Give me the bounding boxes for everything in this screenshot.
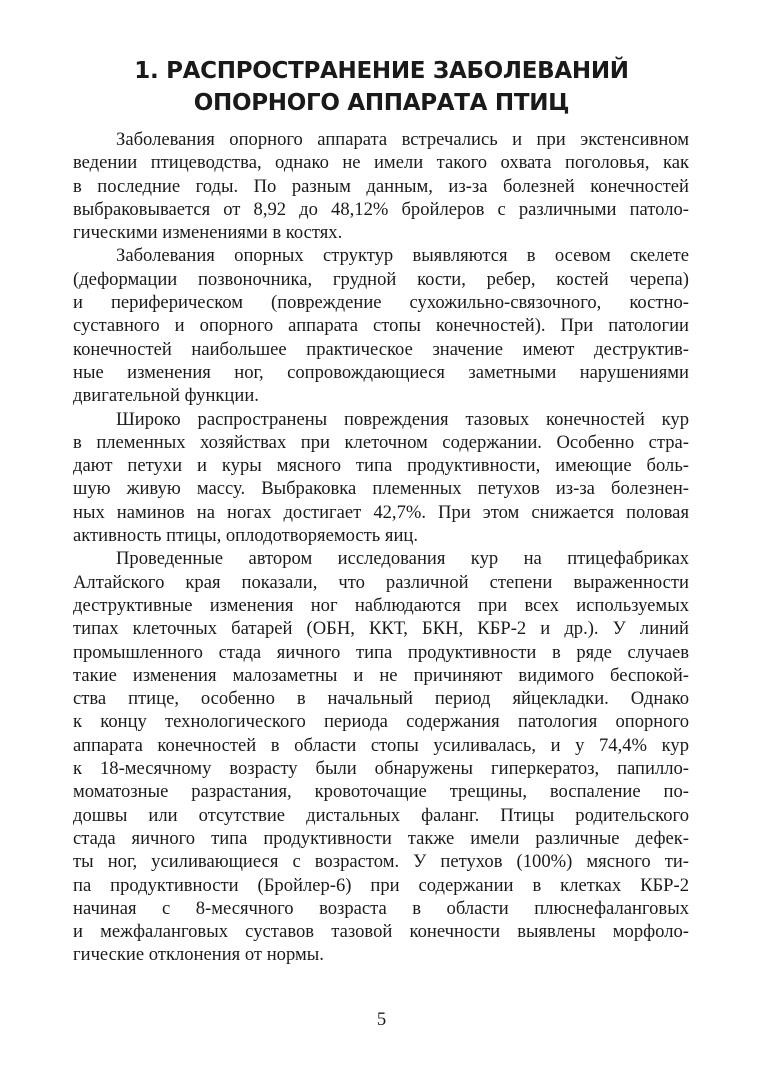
text-line: Заболевания опорных структур выявляются в осевом скелете [116,245,689,267]
text-line: Широко распространены повреждения тазовых конечностей кур [116,408,689,430]
chapter-heading-line-1: 1. РАСПРОСТРАНЕНИЕ ЗАБОЛЕВАНИЙ [134,58,629,84]
text-line: гическими изменениями в костях. [73,222,343,244]
text-line: ты ног, усиливающиеся с возрастом. У петухов (100%) мясного ти- [73,851,689,873]
text-line: ства птице, особенно в начальный период яйцекладки. Однако [73,688,689,710]
text-line: и периферическом (повреждение сухожильно-связочного, костно- [73,292,689,314]
text-line: ведении птицеводства, однако не имели такого охвата поголовья, как [73,152,689,174]
text-line: промышленного стада яичного типа продуктивности в ряде случаев [73,641,689,663]
chapter-heading [60,55,703,119]
text-line: Заболевания опорного аппарата встречались и при экстенсивном [116,129,689,150]
text-line: в последние годы. По разным данным, из-за болезней конечностей [73,175,689,197]
text-line: аппарата конечностей в области стопы усиливалась, и у 74,4% кур [73,734,689,756]
text-line: шую живую массу. Выбраковка племенных петухов из-за болезнен- [73,478,689,500]
text-line: ные изменения ног, сопровождающиеся заметными нарушениями [73,361,689,383]
text-line: моматозные разрастания, кровоточащие трещины, воспаление по- [73,781,689,803]
text-line: выбраковывается от 8,92 до 48,12% бройлеров с различными патоло- [73,198,689,220]
text-line: конечностей наибольшее практическое значение имеют деструктив- [73,338,689,360]
chapter-heading-line-2: ОПОРНОГО АППАРАТА ПТИЦ [193,90,570,116]
text-line: стада яичного типа продуктивности также имели различные дефек- [73,827,689,849]
text-line: деструктивные изменения ног наблюдаются при всех используемых [73,594,689,616]
paragraph-4 [73,547,689,966]
body-text [73,128,689,967]
text-line: (деформации позвоночника, грудной кости, ребер, костей черепа) [73,268,689,290]
text-line: па продуктивности (Бройлер-6) при содержании в клетках КБР-2 [73,874,689,896]
text-line: такие изменения малозаметны и не причиняют видимого беспокой- [73,664,689,686]
paragraph-1 [73,128,689,244]
text-line: типах клеточных батарей (ОБН, ККТ, БКН, КБР-2 и др.). У линий [73,618,689,640]
text-line: дают петухи и куры мясного типа продуктивности, имеющие боль- [73,455,689,477]
text-line: ных наминов на ногах достигает 42,7%. При этом снижается половая [73,501,689,523]
text-line: активность птицы, оплодотворяемость яиц. [73,525,418,547]
page-number: 5 [376,1009,387,1030]
paragraph-3 [73,408,689,548]
text-line: Алтайского края показали, что различной степени выраженности [73,571,689,593]
text-line: гические отклонения от нормы. [73,944,324,966]
text-line: суставного и опорного аппарата стопы конечностей). При патологии [73,315,689,337]
text-line: двигательной функции. [73,385,259,407]
text-line: начиная с 8-месячного возраста в области плюснефаланговых [73,897,689,919]
text-line: к 18-месячному возрасту были обнаружены гиперкератоз, папилло- [73,758,689,780]
text-line: Проведенные автором исследования кур на птицефабриках [116,548,689,570]
paragraph-2 [73,244,689,407]
text-line: в племенных хозяйствах при клеточном содержании. Особенно стра- [73,431,689,453]
text-line: дошвы или отсутствие дистальных фаланг. Птицы родительского [73,804,689,826]
text-line: к концу технологического периода содержания патология опорного [73,711,689,733]
text-line: и межфаланговых суставов тазовой конечности выявлены морфоло- [73,921,689,943]
